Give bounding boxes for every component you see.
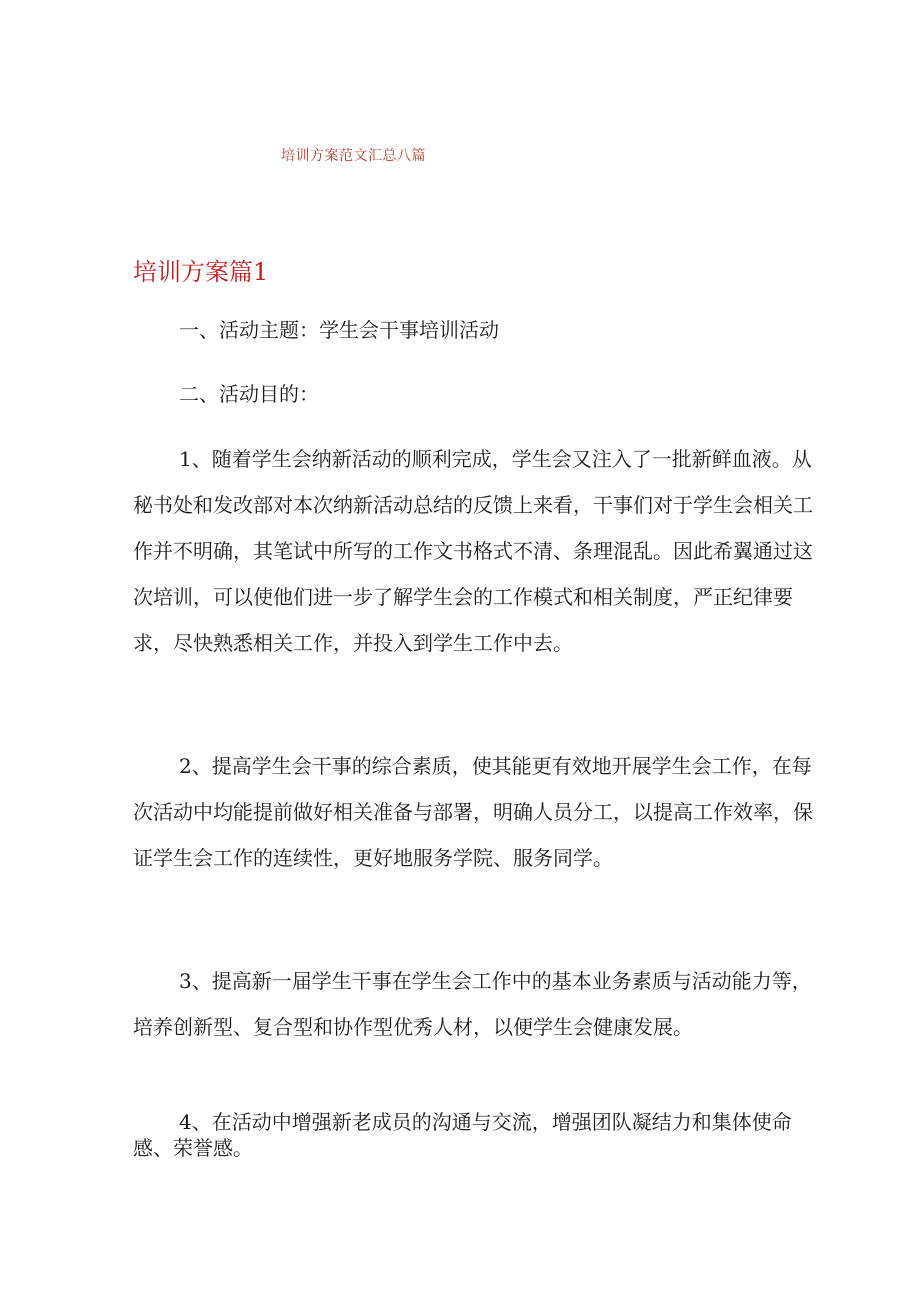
paragraph-activity-purpose: 二、活动目的： — [179, 382, 319, 406]
paragraph-activity-theme: 一、活动主题：学生会干事培训活动 — [179, 318, 499, 342]
document-title: 培训方案范文汇总八篇 — [281, 148, 426, 164]
paragraph-purpose-3: 3、提高新一届学生干事在学生会工作中的基本业务素质与活动能力等，培养创新型、复合型和协作型优秀人材，以便学生会健康发展。 — [133, 969, 812, 1039]
paragraph-purpose-2: 2、提高学生会干事的综合素质，使其能更有效地开展学生会工作，在每次活动中均能提前做好相关准备与部署，明确人员分工，以提高工作效率，保证学生会工作的连续性，更好地服务学院、服务同学。 — [133, 754, 813, 870]
section-heading: 培训方案篇1 — [133, 258, 269, 286]
paragraph-purpose-4: 4、在活动中增强新老成员的沟通与交流，增强团队凝结力和集体使命感、荣誉感。 — [133, 1110, 792, 1160]
paragraph-purpose-1: 1、随着学生会纳新活动的顺利完成，学生会又注入了一批新鲜血液。从秘书处和发改部对本次纳新活动总结的反馈上来看，干事们对于学生会相关工作并不明确，其笔试中所写的工作文书格式不清、条理混乱。因此希翼通过这次培训，可以使他们进一步了解学生会的工作模式和相关制度，严正纪律要求，尽快熟悉相关工作，并投入到学生工作中去。 — [133, 447, 813, 655]
